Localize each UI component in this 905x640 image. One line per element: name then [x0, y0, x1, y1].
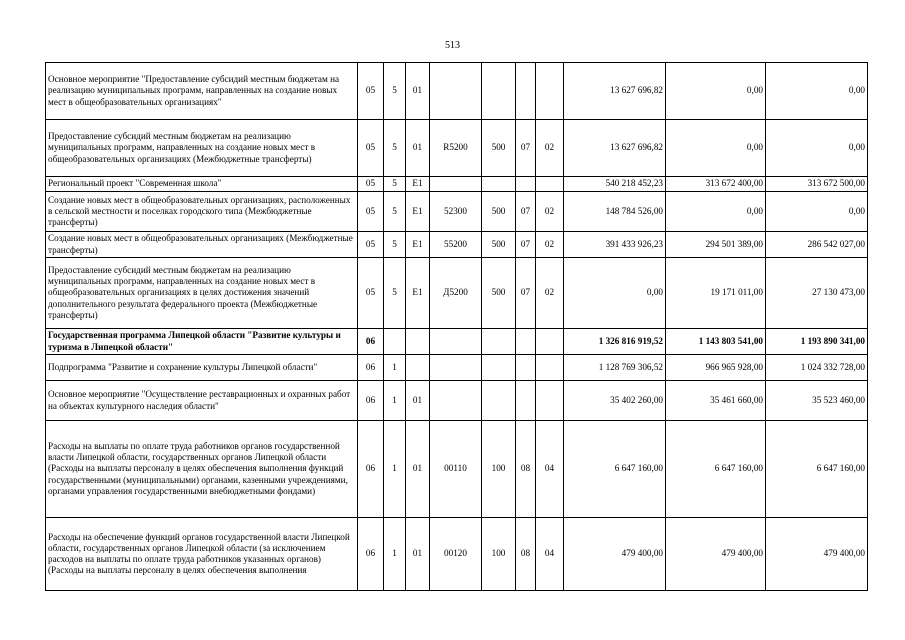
code-cell: 02 — [536, 120, 564, 177]
amount-cell: 35 523 460,00 — [766, 381, 868, 421]
amount-cell: 313 672 500,00 — [766, 177, 868, 192]
code-cell: 05 — [358, 258, 384, 329]
code-cell: 5 — [384, 258, 406, 329]
table-row — [46, 192, 868, 232]
amount-cell: 0,00 — [666, 192, 766, 232]
row-name-cell: Основное мероприятие "Осуществление реставрационных и охранных работ на объектах культурного наследия области" — [46, 381, 358, 421]
code-cell: 01 — [406, 120, 430, 177]
code-cell: 1 — [384, 381, 406, 421]
code-cell — [430, 177, 482, 192]
code-cell — [406, 355, 430, 381]
amount-cell: 313 672 400,00 — [666, 177, 766, 192]
code-cell: 05 — [358, 232, 384, 258]
amount-cell: 13 627 696,82 — [564, 63, 666, 120]
code-cell — [536, 177, 564, 192]
table-row — [46, 329, 868, 355]
row-name-cell: Создание новых мест в общеобразовательных организациях (Межбюджетные трансферты) — [46, 232, 358, 258]
code-cell: 5 — [384, 192, 406, 232]
code-cell: E1 — [406, 192, 430, 232]
code-cell — [516, 355, 536, 381]
code-cell: 01 — [406, 518, 430, 591]
code-cell: 5 — [384, 120, 406, 177]
code-cell: 500 — [482, 120, 516, 177]
amount-cell: 479 400,00 — [564, 518, 666, 591]
budget-table-body — [46, 63, 868, 591]
amount-cell: 0,00 — [766, 120, 868, 177]
amount-cell: 1 024 332 728,00 — [766, 355, 868, 381]
amount-cell: 13 627 696,82 — [564, 120, 666, 177]
code-cell: 500 — [482, 258, 516, 329]
code-cell: 500 — [482, 232, 516, 258]
amount-cell: 148 784 526,00 — [564, 192, 666, 232]
amount-cell: 27 130 473,00 — [766, 258, 868, 329]
row-name-cell: Подпрограмма "Развитие и сохранение культуры Липецкой области" — [46, 355, 358, 381]
code-cell: 100 — [482, 421, 516, 518]
code-cell — [536, 63, 564, 120]
code-cell: 06 — [358, 381, 384, 421]
row-name-cell: Предоставление субсидий местным бюджетам на реализацию муниципальных программ, направленных на создание новых мест в общеобразовательных организациях (Межбюджетные трансферты) — [46, 120, 358, 177]
code-cell: 08 — [516, 421, 536, 518]
amount-cell: 479 400,00 — [766, 518, 868, 591]
code-cell: 05 — [358, 177, 384, 192]
row-name-cell: Расходы на выплаты по оплате труда работников органов государственной власти Липецкой области, государственных органов Липецкой области (Расходы на выплаты персоналу в целях обеспечения выполнения функций государственными (муниципальными) органами, казенными учреждениями, органами управления государственными внебюджетными фондами) — [46, 421, 358, 518]
code-cell — [406, 329, 430, 355]
amount-cell: 0,00 — [766, 192, 868, 232]
code-cell: E1 — [406, 177, 430, 192]
table-row — [46, 232, 868, 258]
amount-cell: 1 326 816 919,52 — [564, 329, 666, 355]
table-row — [46, 355, 868, 381]
code-cell — [482, 63, 516, 120]
code-cell: 07 — [516, 192, 536, 232]
code-cell — [482, 177, 516, 192]
code-cell — [482, 329, 516, 355]
code-cell: E1 — [406, 258, 430, 329]
code-cell — [536, 355, 564, 381]
code-cell — [430, 381, 482, 421]
code-cell — [430, 329, 482, 355]
code-cell: 500 — [482, 192, 516, 232]
code-cell — [482, 355, 516, 381]
amount-cell: 540 218 452,23 — [564, 177, 666, 192]
table-row — [46, 421, 868, 518]
code-cell: 05 — [358, 120, 384, 177]
amount-cell: 0,00 — [666, 120, 766, 177]
code-cell: 04 — [536, 518, 564, 591]
amount-cell: 294 501 389,00 — [666, 232, 766, 258]
amount-cell: 19 171 011,00 — [666, 258, 766, 329]
code-cell: 07 — [516, 232, 536, 258]
code-cell: 01 — [406, 421, 430, 518]
code-cell: 00120 — [430, 518, 482, 591]
code-cell: 5 — [384, 232, 406, 258]
code-cell: 5 — [384, 63, 406, 120]
code-cell: 06 — [358, 329, 384, 355]
table-row — [46, 258, 868, 329]
amount-cell: 6 647 160,00 — [564, 421, 666, 518]
row-name-cell: Расходы на обеспечение функций органов государственной власти Липецкой области, государственных органов Липецкой области (за исключением расходов на выплаты по оплате труда работников указанных органов) (Расходы на выплаты персоналу в целях обеспечения выполнения — [46, 518, 358, 591]
table-row — [46, 120, 868, 177]
amount-cell: 1 193 890 341,00 — [766, 329, 868, 355]
code-cell — [516, 381, 536, 421]
row-name-cell: Создание новых мест в общеобразовательных организациях, расположенных в сельской местности и поселках городского типа (Межбюджетные трансферты) — [46, 192, 358, 232]
table-row — [46, 518, 868, 591]
code-cell — [384, 329, 406, 355]
amount-cell: 391 433 926,23 — [564, 232, 666, 258]
table-row — [46, 381, 868, 421]
code-cell: 05 — [358, 192, 384, 232]
code-cell: 05 — [358, 63, 384, 120]
code-cell — [430, 355, 482, 381]
code-cell: 55200 — [430, 232, 482, 258]
page-number: 513 — [445, 40, 460, 51]
amount-cell: 479 400,00 — [666, 518, 766, 591]
code-cell — [430, 63, 482, 120]
code-cell: 04 — [536, 421, 564, 518]
code-cell: 5 — [384, 177, 406, 192]
code-cell — [516, 329, 536, 355]
amount-cell: 6 647 160,00 — [766, 421, 868, 518]
code-cell: 06 — [358, 355, 384, 381]
row-name-cell: Предоставление субсидий местным бюджетам на реализацию муниципальных программ, направленных на создание новых мест в общеобразовательных организациях в целях достижения значений дополнительного результата федерального проекта (Межбюджетные трансферты) — [46, 258, 358, 329]
amount-cell: 1 143 803 541,00 — [666, 329, 766, 355]
code-cell — [536, 329, 564, 355]
code-cell — [516, 177, 536, 192]
amount-cell: 0,00 — [564, 258, 666, 329]
row-name-cell: Государственная программа Липецкой области "Развитие культуры и туризма в Липецкой области" — [46, 329, 358, 355]
table-row — [46, 177, 868, 192]
row-name-cell: Основное мероприятие "Предоставление субсидий местным бюджетам на реализацию муниципальных программ, направленных на создание новых мест в общеобразовательных организациях" — [46, 63, 358, 120]
code-cell: 02 — [536, 258, 564, 329]
code-cell: 1 — [384, 518, 406, 591]
budget-table — [45, 62, 868, 591]
code-cell: 07 — [516, 258, 536, 329]
code-cell: 1 — [384, 421, 406, 518]
code-cell: 100 — [482, 518, 516, 591]
amount-cell: 35 402 260,00 — [564, 381, 666, 421]
code-cell: 02 — [536, 232, 564, 258]
code-cell: 01 — [406, 381, 430, 421]
code-cell — [516, 63, 536, 120]
code-cell: 08 — [516, 518, 536, 591]
amount-cell: 0,00 — [766, 63, 868, 120]
amount-cell: 286 542 027,00 — [766, 232, 868, 258]
code-cell: 02 — [536, 192, 564, 232]
code-cell: 00110 — [430, 421, 482, 518]
amount-cell: 966 965 928,00 — [666, 355, 766, 381]
code-cell: E1 — [406, 232, 430, 258]
code-cell: 52300 — [430, 192, 482, 232]
amount-cell: 1 128 769 306,52 — [564, 355, 666, 381]
code-cell: Д5200 — [430, 258, 482, 329]
code-cell — [482, 381, 516, 421]
code-cell: 07 — [516, 120, 536, 177]
amount-cell: 35 461 660,00 — [666, 381, 766, 421]
code-cell: 1 — [384, 355, 406, 381]
row-name-cell: Региональный проект "Современная школа" — [46, 177, 358, 192]
table-row — [46, 63, 868, 120]
amount-cell: 0,00 — [666, 63, 766, 120]
code-cell: 01 — [406, 63, 430, 120]
code-cell: R5200 — [430, 120, 482, 177]
code-cell — [536, 381, 564, 421]
code-cell: 06 — [358, 518, 384, 591]
code-cell: 06 — [358, 421, 384, 518]
amount-cell: 6 647 160,00 — [666, 421, 766, 518]
